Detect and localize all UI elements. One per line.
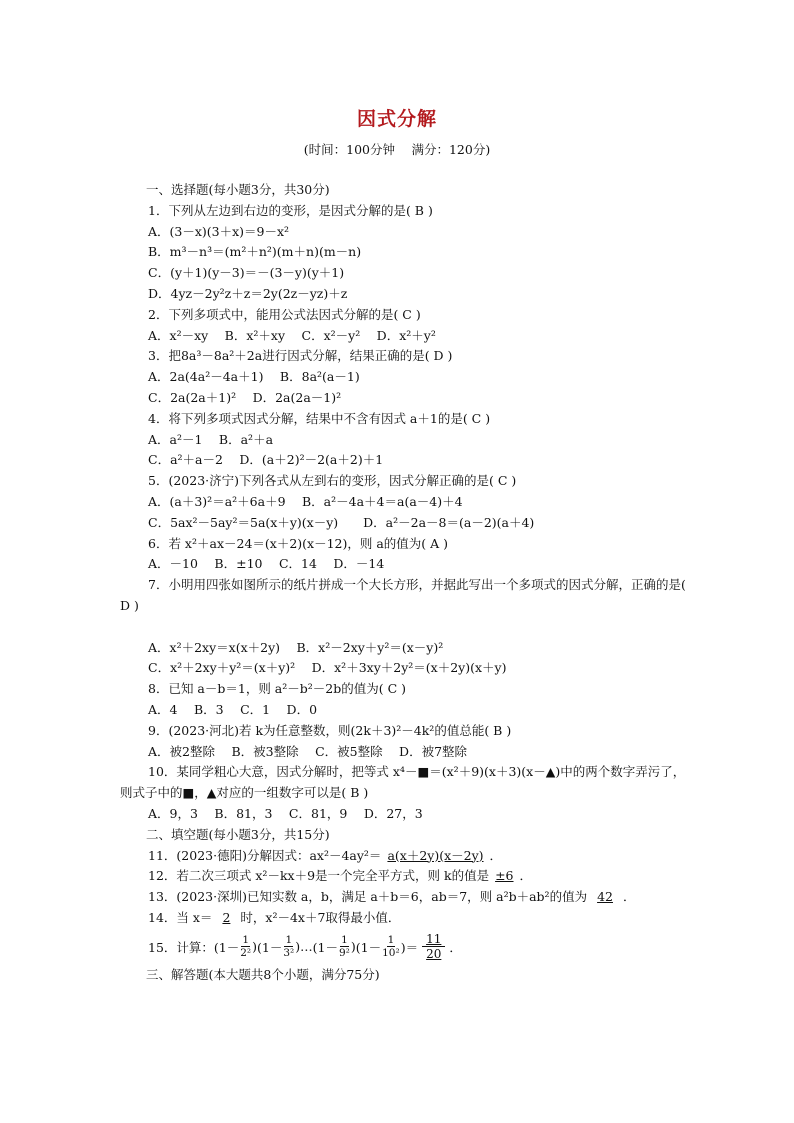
question-text: 14．当 x＝ [148, 909, 213, 925]
question-text: (1－ [355, 939, 382, 955]
question-text: ) [252, 939, 258, 955]
option-line: A．2a(4a²－4a＋1) B．8a²(a－1) [148, 369, 360, 385]
question-2: 2．下列多项式中，能用公式法因式分解的是( C ) [148, 306, 421, 322]
question-text: 12．若二次三项式 x²－kx＋9是一个完全平方式，则 k的值是 [148, 868, 490, 884]
figure-space [148, 617, 688, 638]
section-heading-choice: 一、选择题(每小题3分，共30分) [146, 182, 330, 197]
question-list [120, 180, 688, 985]
question-8: 8．已知 a－b＝1，则 a²－b²－2b的值为( C ) [148, 681, 407, 697]
question-12 [148, 866, 688, 887]
option-line: C．a²＋a－2 D．(a＋2)²－2(a＋2)＋1 [148, 452, 384, 468]
question-text: ． [519, 868, 533, 884]
option-line: A．x²＋2xy＝x(x＋2y) B．x²－2xy＋y²＝(x－y)² [148, 639, 444, 655]
option-line: D．4yz－2y²z＋z＝2y(2z－yz)＋z [148, 285, 348, 301]
option-line: C．(y＋1)(y－3)＝－(3－y)(y＋1) [148, 265, 345, 281]
option-line: C．5ax²－5ay²＝5a(x＋y)(x－y) D．a²－2a－8＝(a－2)(a＋4) [148, 514, 535, 530]
question-text: ． [449, 939, 462, 955]
answer-blank: 42 [597, 889, 613, 905]
question-4: 4．将下列多项式因式分解，结果中不含有因式 a＋1的是( C ) [148, 410, 491, 426]
fraction-denominator: 10² [382, 947, 400, 960]
fraction [339, 934, 350, 959]
question-14 [148, 908, 688, 929]
fraction [283, 934, 294, 959]
question-text: 13．(2023·深圳)已知实数 a，b，满足 a＋b＝6，ab＝7，则 a²b＋ab²的值为 [148, 889, 588, 905]
option-line: A．x²－xy B．x²＋xy C．x²－y² D．x²＋y² [148, 327, 436, 343]
question-text: (1－ [312, 939, 338, 955]
question-6: 6．若 x²＋ax－24＝(x＋2)(x－12)，则 a的值为( A ) [148, 535, 449, 551]
fraction-denominator: 3² [283, 947, 295, 960]
question-15 [148, 929, 688, 965]
option-line: A．(a＋3)²＝a²＋6a＋9 B．a²－4a＋4＝a(a－4)＋4 [148, 493, 463, 509]
question-10: 10．某同学粗心大意，因式分解时，把等式 x⁴－■＝(x²＋9)(x＋3)(x－▲)中的两个数字弄污了，则式子中的■，▲对应的一组数字可以是( B ) [120, 764, 686, 801]
option-line: A．a²－1 B．a²＋a [148, 431, 274, 447]
question-text: ) [350, 939, 356, 955]
option-line: A．(3－x)(3＋x)＝9－x² [148, 223, 290, 239]
fraction [382, 934, 400, 959]
answer-numerator: 11 [422, 932, 445, 947]
question-text: ． [622, 889, 636, 905]
question-text: (1－ [213, 939, 240, 955]
question-7: 7．小明用四张如图所示的纸片拼成一个大长方形，并据此写出一个多项式的因式分解，正确的是( D ) [120, 577, 686, 613]
option-line: A．9，3 B．81，3 C．81，9 D．27，3 [148, 805, 423, 821]
question-text: )＝ [400, 939, 419, 955]
option-line: A．被2整除 B．被3整除 C．被5整除 D．被7整除 [148, 743, 468, 759]
question-9: 9．(2023·河北)若 k为任意整数，则(2k＋3)²－4k²的值总能( B ) [148, 722, 512, 738]
question-text: 11．(2023·德阳)分解因式：ax²－4ay²＝ [148, 847, 382, 863]
fraction-numerator: 1 [285, 934, 293, 947]
page-title: 因式分解 [356, 108, 437, 130]
option-line: C．x²＋2xy＋y²＝(x＋y)² D．x²＋3xy＋2y²＝(x＋2y)(x＋y) [148, 660, 507, 676]
question-text: (1－ [257, 939, 283, 955]
question-13 [120, 887, 688, 908]
answer-blank: a(x＋2y)(x－2y) [387, 847, 484, 863]
page-subtitle: (时间：100分钟 满分：120分) [303, 142, 491, 157]
answer-denominator: 20 [426, 947, 442, 962]
question-text: 15．计算： [148, 939, 214, 955]
option-line: A．4 B．3 C．1 D．0 [148, 701, 318, 717]
fraction [240, 934, 251, 959]
option-line: B．m³－n³＝(m²＋n²)(m＋n)(m－n) [148, 244, 362, 260]
answer-blank: 2 [222, 909, 231, 925]
fraction-denominator: 9² [339, 947, 350, 960]
option-line: C．2a(2a＋1)² D．2a(2a－1)² [148, 389, 342, 405]
answer-fraction [422, 932, 445, 961]
question-text: )… [295, 939, 313, 955]
answer-blank: ±6 [495, 868, 514, 884]
question-text: ． [489, 847, 503, 863]
question-5: 5．(2023·济宁)下列各式从左到右的变形，因式分解正确的是( C ) [148, 473, 517, 489]
option-line: A．－10 B．±10 C．14 D．－14 [148, 556, 385, 572]
question-text: 时，x²－4x＋7取得最小值． [240, 909, 401, 925]
fraction-numerator: 1 [387, 934, 395, 947]
question-3: 3．把8a³－8a²＋2a进行因式分解，结果正确的是( D ) [148, 348, 453, 364]
section-heading-fill: 二、填空题(每小题3分，共15分) [146, 826, 330, 842]
fraction-denominator: 2² [240, 947, 252, 960]
section-heading-solve: 三、解答题(本大题共8个小题，满分75分) [146, 966, 380, 982]
question-1: 1．下列从左边到右边的变形，是因式分解的是( B ) [148, 202, 433, 218]
fraction-numerator: 1 [341, 934, 348, 947]
question-11 [148, 846, 688, 867]
fraction-numerator: 1 [242, 934, 250, 947]
